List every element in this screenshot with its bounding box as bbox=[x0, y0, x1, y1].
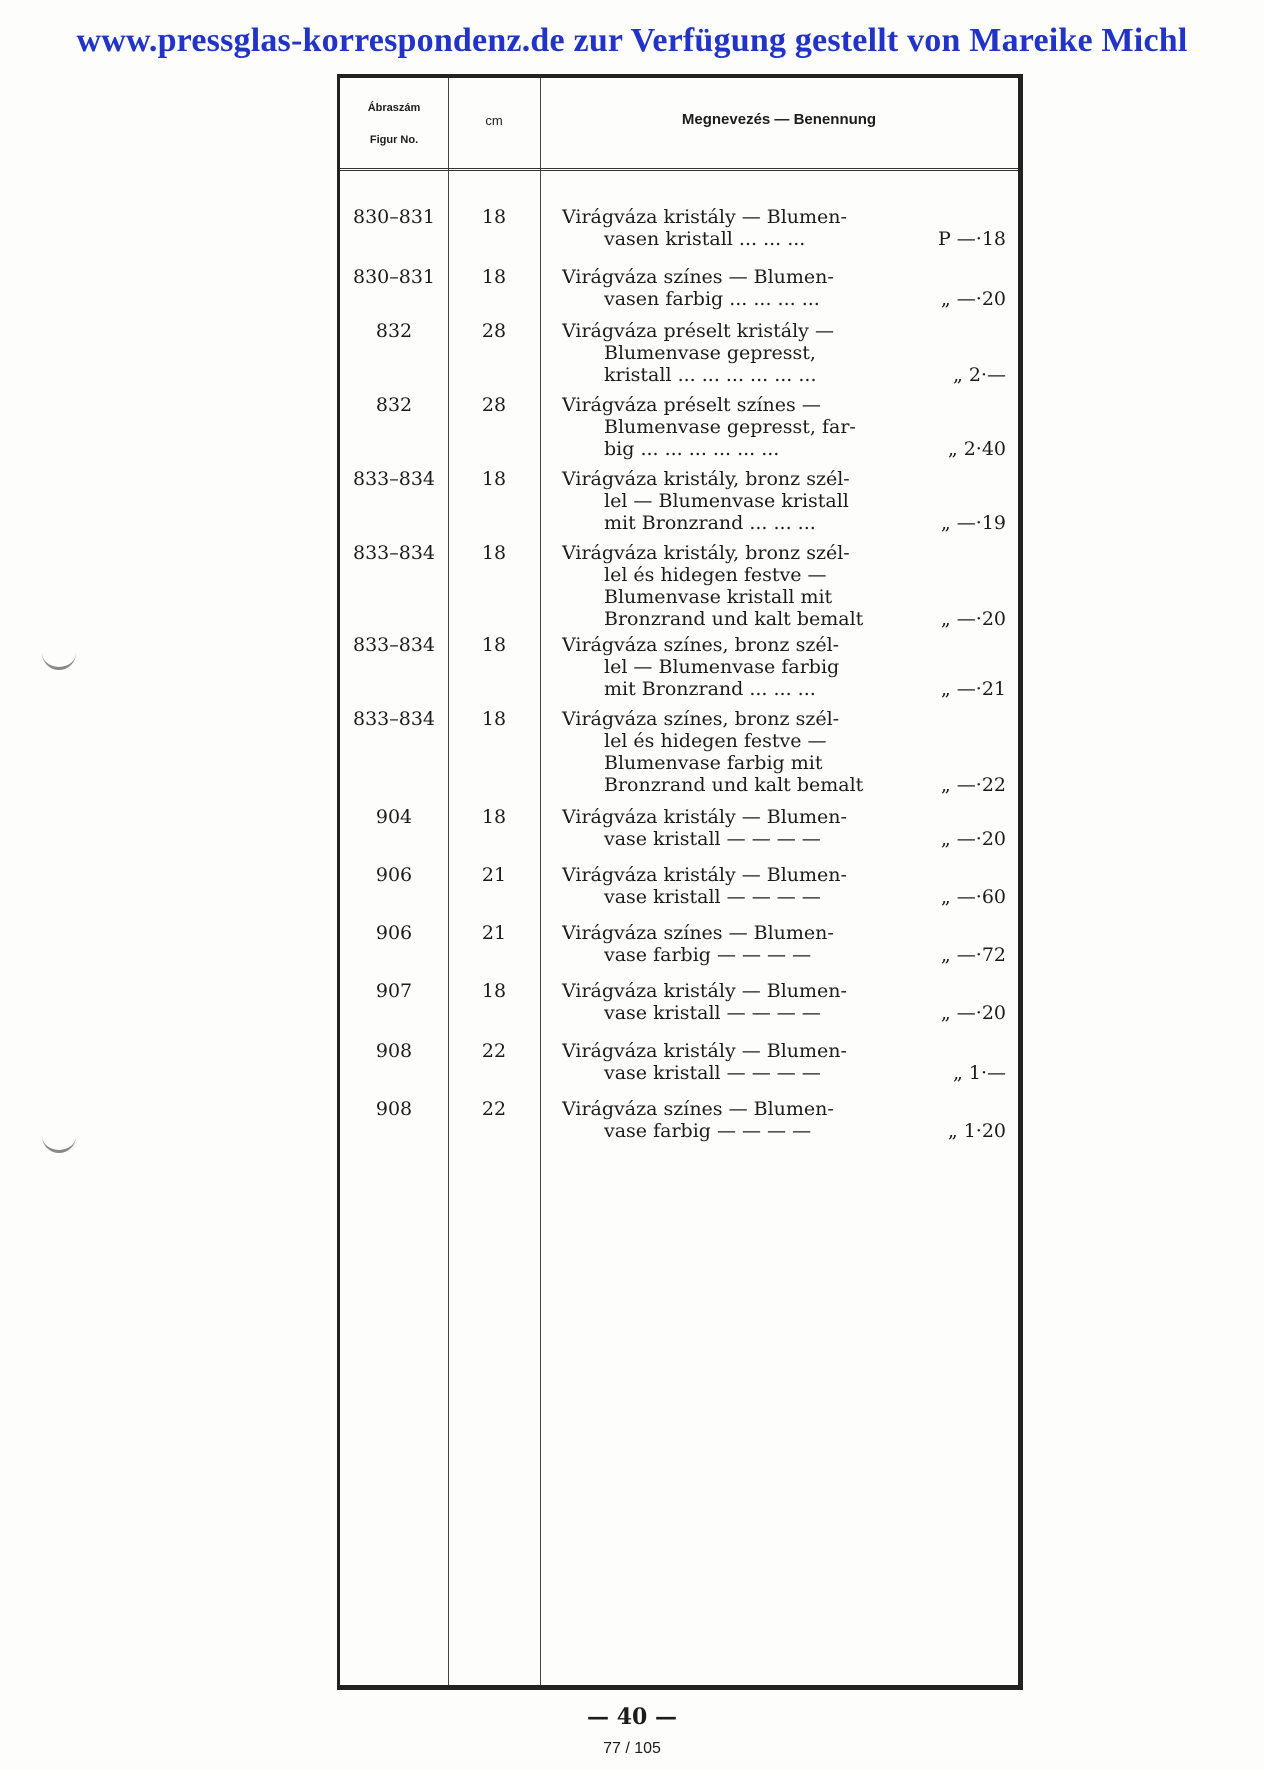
description-line: vasen kristall ... ... ... bbox=[604, 228, 806, 250]
binder-hole-mark bbox=[42, 645, 76, 670]
column-divider bbox=[540, 78, 541, 1685]
figure-number: 833–834 bbox=[352, 468, 436, 490]
item-description bbox=[562, 634, 882, 700]
figure-number: 908 bbox=[375, 1098, 413, 1120]
item-description bbox=[562, 806, 882, 850]
description-line: mit Bronzrand ... ... ... bbox=[604, 512, 816, 534]
size-cm: 22 bbox=[481, 1040, 507, 1062]
description-line: Virágváza színes — Blumen- bbox=[562, 1098, 834, 1120]
description-line: Virágváza kristály — Blumen- bbox=[562, 1040, 847, 1062]
item-price: „ 1·— bbox=[952, 1062, 1006, 1084]
description-line: Virágváza préselt kristály — bbox=[562, 320, 834, 342]
description-line: Virágváza kristály — Blumen- bbox=[562, 864, 847, 886]
description-line: Virágváza kristály, bronz szél- bbox=[562, 468, 850, 490]
item-description bbox=[562, 864, 882, 908]
figure-number: 832 bbox=[375, 320, 413, 342]
description-line: Blumenvase farbig mit bbox=[604, 752, 823, 774]
description-line: Blumenvase kristall mit bbox=[604, 586, 833, 608]
description-line: vase farbig — — — — bbox=[604, 1120, 812, 1142]
item-price: „ 2·40 bbox=[947, 438, 1006, 460]
item-price: „ —·20 bbox=[940, 288, 1006, 310]
size-cm: 18 bbox=[481, 634, 507, 656]
description-line: Bronzrand und kalt bemalt bbox=[604, 608, 864, 630]
item-price: „ —·20 bbox=[940, 608, 1006, 630]
size-cm: 28 bbox=[481, 394, 507, 416]
item-description bbox=[562, 206, 882, 250]
page-number-printed: — 40 — bbox=[587, 1704, 677, 1730]
item-price: „ —·60 bbox=[940, 886, 1006, 908]
item-description bbox=[562, 980, 882, 1024]
description-line: mit Bronzrand ... ... ... bbox=[604, 678, 816, 700]
header-figure-hu: Ábraszám bbox=[367, 102, 421, 114]
figure-number: 904 bbox=[375, 806, 413, 828]
item-price: „ —·20 bbox=[940, 828, 1006, 850]
page-indicator: 77 / 105 bbox=[603, 1740, 661, 1757]
site-banner[interactable]: www.pressglas-korrespondenz.de zur Verfügung gestellt von Mareike Michl bbox=[76, 22, 1188, 59]
table-header bbox=[340, 78, 1018, 171]
item-price: „ 1·20 bbox=[947, 1120, 1006, 1142]
item-price: „ —·21 bbox=[940, 678, 1006, 700]
figure-number: 833–834 bbox=[352, 634, 436, 656]
item-price: P —·18 bbox=[937, 228, 1006, 250]
item-description bbox=[562, 468, 882, 534]
figure-number: 906 bbox=[375, 922, 413, 944]
item-description bbox=[562, 1098, 882, 1142]
figure-number: 830–831 bbox=[352, 206, 436, 228]
binder-hole-mark bbox=[42, 1128, 76, 1153]
price-table bbox=[337, 74, 1023, 1690]
description-line: Blumenvase gepresst, bbox=[604, 342, 816, 364]
figure-number: 906 bbox=[375, 864, 413, 886]
header-figure-no bbox=[340, 92, 448, 156]
description-line: vasen farbig ... ... ... ... bbox=[604, 288, 820, 310]
size-cm: 22 bbox=[481, 1098, 507, 1120]
description-line: kristall ... ... ... ... ... ... bbox=[604, 364, 817, 386]
item-description bbox=[562, 320, 882, 386]
size-cm: 18 bbox=[481, 206, 507, 228]
description-line: lel — Blumenvase kristall bbox=[604, 490, 849, 512]
header-cm: cm bbox=[485, 113, 503, 128]
description-line: big ... ... ... ... ... ... bbox=[604, 438, 780, 460]
size-cm: 18 bbox=[481, 806, 507, 828]
item-description bbox=[562, 708, 882, 796]
item-description bbox=[562, 1040, 882, 1084]
description-line: Virágváza kristály — Blumen- bbox=[562, 206, 847, 228]
item-description bbox=[562, 542, 882, 630]
item-price: „ —·22 bbox=[940, 774, 1006, 796]
figure-number: 907 bbox=[375, 980, 413, 1002]
description-line: Virágváza kristály — Blumen- bbox=[562, 980, 847, 1002]
description-line: lel — Blumenvase farbig bbox=[604, 656, 840, 678]
size-cm: 18 bbox=[481, 468, 507, 490]
description-line: lel és hidegen festve — bbox=[604, 730, 827, 752]
description-line: vase kristall — — — — bbox=[604, 1002, 821, 1024]
figure-number: 833–834 bbox=[352, 542, 436, 564]
size-cm: 18 bbox=[481, 708, 507, 730]
header-figure-de: Figur No. bbox=[369, 134, 419, 146]
description-line: Blumenvase gepresst, far- bbox=[604, 416, 856, 438]
item-price: „ 2·— bbox=[952, 364, 1006, 386]
figure-number: 830–831 bbox=[352, 266, 436, 288]
description-line: Virágváza kristály — Blumen- bbox=[562, 806, 847, 828]
description-line: vase kristall — — — — bbox=[604, 886, 821, 908]
item-description bbox=[562, 394, 882, 460]
size-cm: 18 bbox=[481, 542, 507, 564]
size-cm: 18 bbox=[481, 980, 507, 1002]
item-price: „ —·19 bbox=[940, 512, 1006, 534]
description-line: vase kristall — — — — bbox=[604, 1062, 821, 1084]
item-description bbox=[562, 266, 882, 310]
description-line: Bronzrand und kalt bemalt bbox=[604, 774, 864, 796]
figure-number: 832 bbox=[375, 394, 413, 416]
size-cm: 21 bbox=[481, 864, 507, 886]
description-line: Virágváza préselt színes — bbox=[562, 394, 821, 416]
item-description bbox=[562, 922, 882, 966]
description-line: Virágváza színes — Blumen- bbox=[562, 922, 834, 944]
size-cm: 28 bbox=[481, 320, 507, 342]
description-line: vase farbig — — — — bbox=[604, 944, 812, 966]
figure-number: 833–834 bbox=[352, 708, 436, 730]
figure-number: 908 bbox=[375, 1040, 413, 1062]
description-line: Virágváza kristály, bronz szél- bbox=[562, 542, 850, 564]
item-price: „ —·72 bbox=[940, 944, 1006, 966]
description-line: Virágváza színes, bronz szél- bbox=[562, 634, 840, 656]
description-line: lel és hidegen festve — bbox=[604, 564, 827, 586]
size-cm: 21 bbox=[481, 922, 507, 944]
item-price: „ —·20 bbox=[940, 1002, 1006, 1024]
description-line: Virágváza színes, bronz szél- bbox=[562, 708, 840, 730]
description-line: vase kristall — — — — bbox=[604, 828, 821, 850]
description-line: Virágváza színes — Blumen- bbox=[562, 266, 834, 288]
size-cm: 18 bbox=[481, 266, 507, 288]
header-description: Megnevezés — Benennung bbox=[681, 111, 877, 128]
